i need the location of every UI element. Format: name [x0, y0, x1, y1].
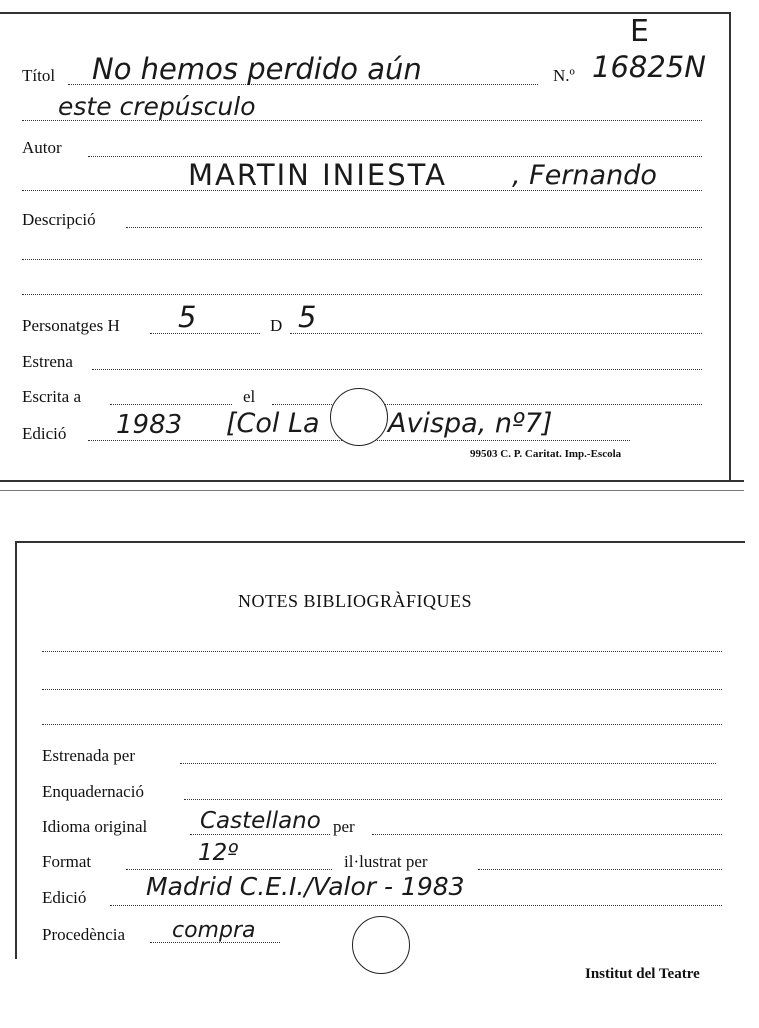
descripcio-line: [126, 227, 702, 228]
card-separator: [0, 490, 744, 491]
personatges-d-label: D: [270, 316, 283, 335]
back-punch-hole: [352, 916, 410, 974]
enquadernacio-label: Enquadernació: [42, 782, 144, 801]
institution-name: Institut del Teatre: [585, 966, 700, 982]
autor-label: Autor: [22, 138, 62, 157]
printer-note: 99503 C. P. Caritat. Imp.-Escola: [470, 448, 622, 460]
titol-value-line2: este crepúsculo: [58, 92, 256, 121]
descripcio-label: Descripció: [22, 210, 96, 229]
enquadernacio-line: [184, 799, 722, 800]
el-label: el: [243, 387, 256, 406]
notes-line-1: [42, 651, 722, 652]
titol-value-line1: No hemos perdido aún: [92, 52, 422, 86]
card-front-right-border: [729, 12, 731, 480]
edicio-year: 1983: [116, 410, 183, 440]
personatges-d-value: 5: [298, 300, 317, 334]
edicio-collection: [Col La: [226, 408, 320, 439]
card-back-top-border: [15, 541, 745, 543]
punch-hole: [330, 388, 388, 446]
notes-line-2: [42, 689, 722, 690]
personatges-h-label: Personatges H: [22, 316, 120, 335]
idioma-value: Castellano: [200, 808, 321, 834]
edicio-collection-2: Avispa, nº7]: [388, 408, 553, 439]
card-back-left-border: [15, 541, 17, 959]
personatges-h-value: 5: [178, 300, 197, 334]
numero-label: N.º: [553, 66, 575, 85]
edicio-label: Edició: [22, 424, 67, 443]
descripcio-line-3: [22, 294, 702, 295]
titol-label: Títol: [22, 66, 56, 85]
estrenada-label: Estrenada per: [42, 746, 135, 765]
card-front-top-border: [0, 12, 730, 14]
format-line: [126, 869, 332, 870]
autor-value-suffix: , Fernando: [512, 160, 657, 191]
illustrat-line: [478, 869, 722, 870]
idioma-line: [190, 834, 330, 835]
back-edicio-value: Madrid C.E.I./Valor - 1983: [146, 872, 465, 901]
escrita-line: [110, 404, 232, 405]
idioma-per-line: [372, 834, 722, 835]
procedencia-label: Procedència: [42, 925, 126, 944]
idioma-label: Idioma original: [42, 817, 148, 836]
personatges-h-line: [150, 333, 260, 334]
personatges-d-line: [290, 333, 702, 334]
card-front-bottom-border: [0, 480, 744, 482]
estrenada-line: [180, 763, 716, 764]
back-edicio-label: Edició: [42, 888, 87, 907]
illustrat-label: il·lustrat per: [344, 852, 428, 871]
format-label: Format: [42, 852, 92, 871]
escrita-label: Escrita a: [22, 387, 81, 406]
numero-value: 16825N: [592, 50, 706, 84]
back-edicio-line: [110, 905, 722, 906]
descripcio-line-2: [22, 259, 702, 260]
idioma-per-label: per: [333, 817, 355, 836]
notes-heading: NOTES BIBLIOGRÀFIQUES: [238, 591, 473, 611]
estrena-label: Estrena: [22, 352, 73, 371]
procedencia-value: compra: [172, 918, 256, 943]
format-value: 12º: [198, 840, 239, 866]
corner-mark: E: [630, 14, 651, 49]
estrena-line: [92, 369, 702, 370]
autor-line: [88, 156, 702, 157]
autor-value: MARTIN INIESTA: [188, 158, 447, 192]
notes-line-3: [42, 724, 722, 725]
